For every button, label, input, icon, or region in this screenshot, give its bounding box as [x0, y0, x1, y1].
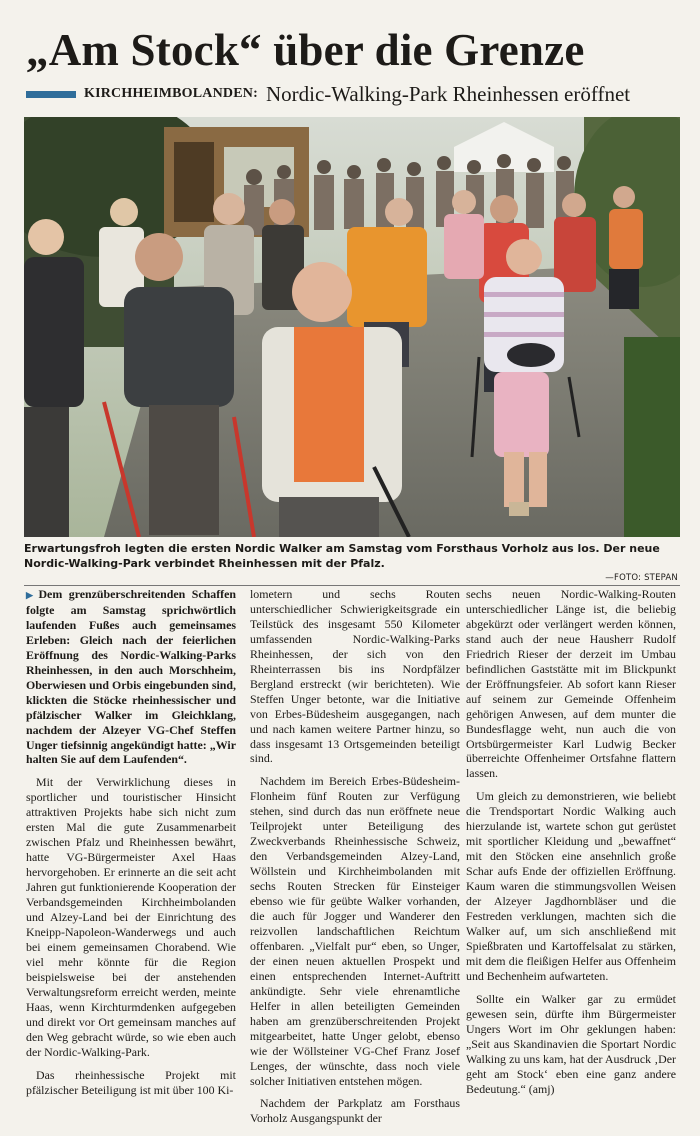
- body-paragraph: Mit der Verwirklichung dieses in sportlicher und touristischer Hinsicht attraktiven Projekts habe sich nicht zum ersten Mal die gute Zusammenarbeit zwischen Pfalz und Rheinhessen bewährt, hatte VG-Bürgermeister Axel Haas hervorgehoben. Er erinnerte an die seit acht Jahren gut funktionierende Kooperation der Verbandsgemeinden Kirchheimbolanden und Alzey-Land bei der Einrichtung des Kneipp-Napoleon-Wanderwegs und auch bei einem gemeinsamen Chorabend. Wie viel mehr könnte für die Region beispielsweise bei der anstehenden Verwaltungsreform erreicht werden, meinte Haas, wenn Kirchturmdenken aufgegeben und direkt vor Ort gemeinsam manches auf den Weg gebracht würde, so wie eben auch der Nordic-Walking-Park.: [26, 775, 236, 1059]
- subtitle: Nordic-Walking-Park Rheinhessen eröffnet: [265, 81, 631, 106]
- body-paragraph: sechs neuen Nordic-Walking-Routen unterschiedlicher Länge ist, die beliebig abgekürzt oder verlängert werden können, stand auch der neue Hausherr Rudolf Friedrich Rieser der derzeit im Umbau befindlichen Gaststätte mit im Blickpunkt der Eröffnungsfeier. Ab sofort kann Rieser auf seinem zur Gemeinde Offenheim gehörigen Anwesen, auf dem munter die Bundesflagge weht, nun auch die von Ortsbürgermeister Karl Ludwig Becker überreichte Offenheimer Ortsfahne flattern lassen.: [466, 587, 676, 781]
- text-column-3: [466, 587, 676, 1096]
- nordic-walkers-photo: [24, 117, 680, 537]
- headline: „Am Stock“ über die Grenze: [26, 25, 585, 75]
- body-paragraph: Nachdem im Bereich Erbes-Büdesheim-Flonheim fünf Routen zur Verfügung stehen, sind durch das nun eröffnete neue Teilprojekt unter Beteiligung des Zweckverbands Rheinhessische Schweiz, den Verbandsgemeinden Alzey-Land, Wöllstein und Kirchheimbolanden mit sechs Routen Strecken für Einsteiger ebenso wie für geübte Walker vorhanden, die auch für Jogger und Wanderer den reizvollen landschaftlichen Reichtum offenbaren. „Vielfalt pur“ eben, so Unger, der einen neuen aktuellen Prospekt und einen entsprechenden Internet-Auftritt ankündigte. Sehr viele ehrenamtliche Helfer in allen beteiligten Gemeinden haben am grenzüberschreitenden Projekt mitgearbeitet, hatte Unger gelobt, ebenso wie der Wöllsteiner VG-Chef Franz Josef Lenges, der wünschte, dass noch viele solcher Initiativen entstehen mögen.: [250, 774, 460, 1088]
- body-paragraph: Sollte ein Walker gar zu ermüdet gewesen sein, dürfte ihm Bürgermeister Ungers Wort im Ohr geklungen haben: „Seit aus Skandinavien die Sportart Nordic Walking zu uns kam, hat der Ausdruck ‚Der geht am Stock‘ eben eine ganz andere Bedeutung.“ (amj): [466, 991, 676, 1096]
- body-paragraph: Das rheinhessische Projekt mit pfälzischer Beteiligung ist mit über 100 Ki-: [26, 1067, 236, 1097]
- triangle-marker-icon: ▶: [26, 590, 37, 600]
- text-column-1: [26, 587, 236, 1097]
- body-paragraph: lometern und sechs Routen unterschiedlicher Schwierigkeitsgrade ein Teilstück des insgesamt 550 Kilometer umfassenden Nordic-Walking-Parks Rheinhessen, der sich von den Rheinterrassen bis ins Nordpfälzer Bergland erstreckt (wir berichteten). Wie Steffen Unger betonte, war die Initiative von Erbes-Büdesheim ausgegangen, nach und nach kamen weitere Partner hinzu, so dass insgesamt 13 Ortsgemeinden beteiligt sind.: [250, 587, 460, 766]
- body-paragraph: Um gleich zu demonstrieren, wie beliebt die Trendsportart Nordic Walking auch hierzulande ist, wartete schon gut gerüstet mit sportlicher Kleidung und „bewaffnet“ mit den Stöcken eine ansehnlich große Schar aufs Ende der offiziellen Eröffnung. Kaum waren die stimmungsvollen Weisen der Alzeyer Jagdhornbläser und die Festreden verklungen, machten sich die Walker auf, um sich anschließend mit Spießbraten und Kartoffelsalat zu stärken, mit dem die fleißigen Helfer aus Offenheim und Bechenheim aufwarteten.: [466, 789, 676, 983]
- text-column-2: [250, 587, 460, 1126]
- subheading: [26, 82, 686, 106]
- lead-text: Dem grenzüberschreitenden Schaffen folgte am Samstag sprichwörtlich laufenden Fußes auch gemeinsames Erleben: Gleich nach der feierlichen Eröffnung des Nordic-Walking-Parks Rheinhessen, in den auch Morschheim, Oberwiesen und Orbis eingebunden sind, klickten die Stöcke rheinhessischer und pfälzischer Walker im Gleichklang, nachdem der Alzeyer VG-Chef Steffen Unger tiefsinnig angekündigt hatte: „Wir halten Sie auf dem Laufenden“.: [26, 587, 236, 767]
- accent-bar: [26, 91, 76, 98]
- divider: [24, 585, 680, 586]
- photo-caption: Erwartungsfroh legten die ersten Nordic Walker am Samstag vom Forsthaus Vorholz aus los. Der neue Nordic-Walking-Park verbindet Rheinhessen mit der Pfalz.: [24, 542, 660, 570]
- dateline: KIRCHHEIMBOLANDEN:: [84, 86, 258, 101]
- body-paragraph: Nachdem der Parkplatz am Forsthaus Vorholz Ausgangspunkt der: [250, 1096, 460, 1126]
- photo-credit: —FOTO: STEPAN: [605, 573, 678, 583]
- lead-paragraph: [26, 587, 236, 767]
- article-photo: [24, 117, 680, 537]
